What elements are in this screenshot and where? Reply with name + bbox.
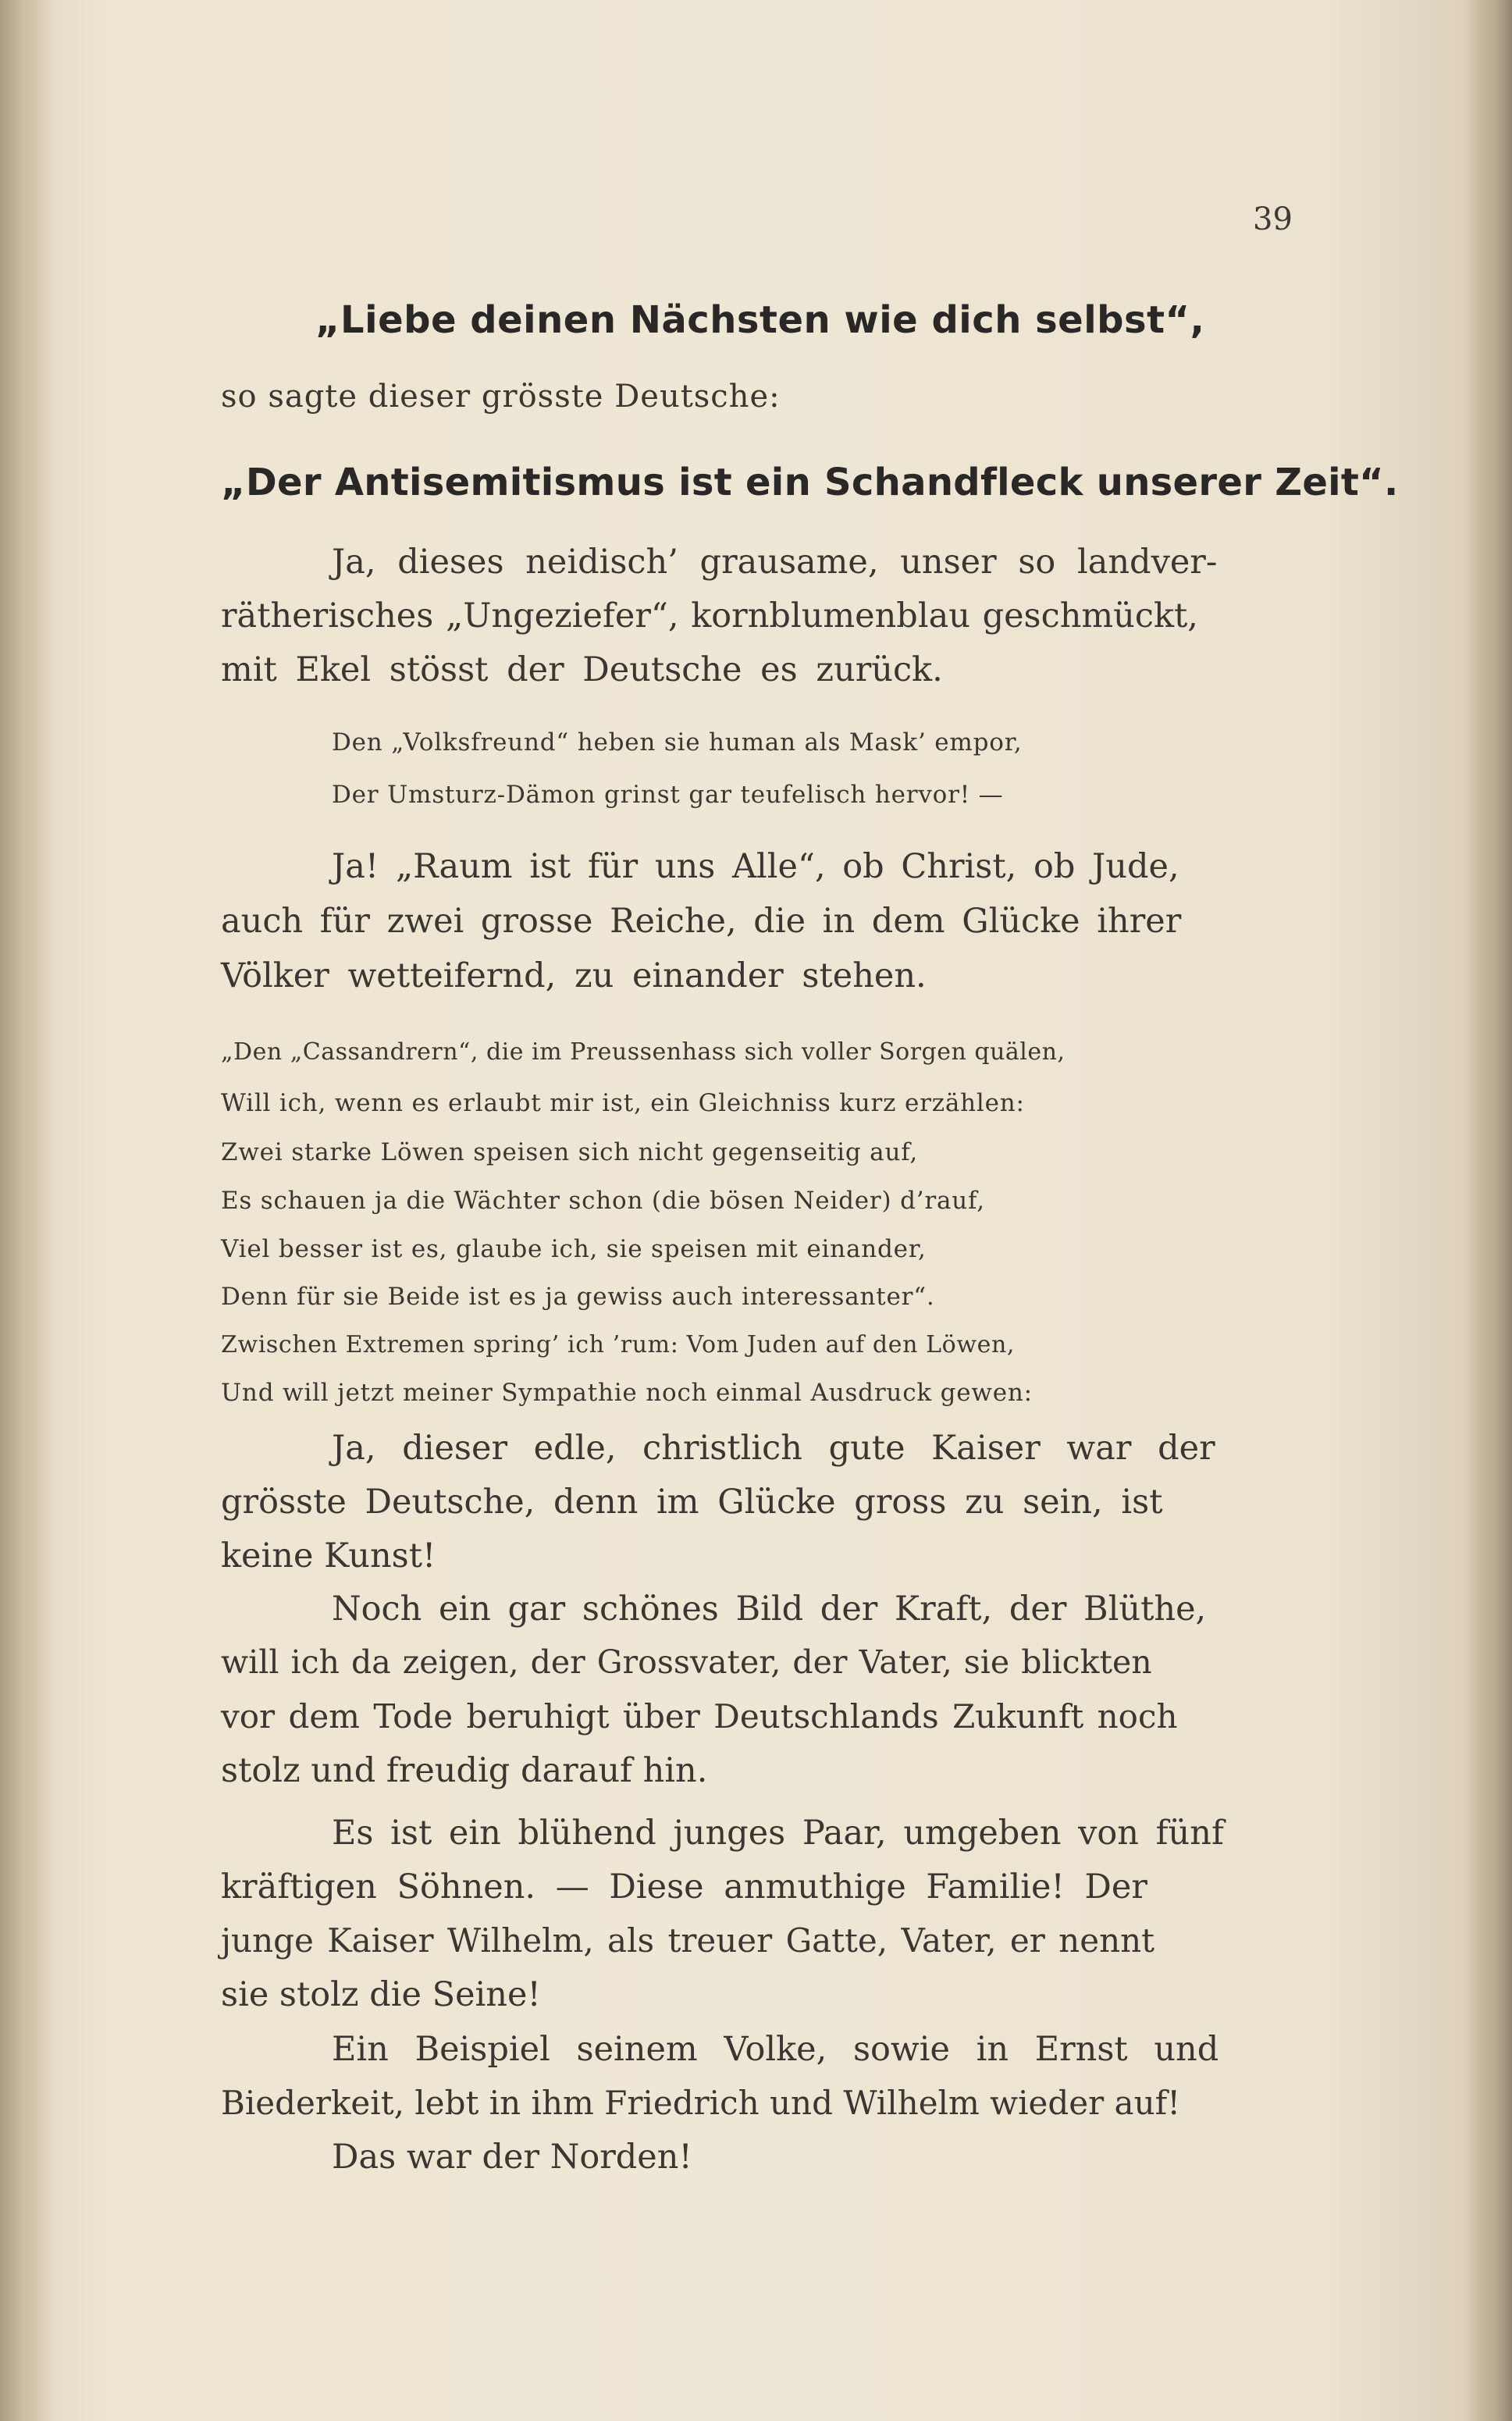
paragraph-4-line-2: will ich da zeigen, der Grossvater, der Vater, sie blickten: [221, 1643, 1152, 1681]
paragraph-6-line-3: Das war der Norden!: [332, 2138, 692, 2177]
page-binding-shadow: [0, 0, 55, 2421]
paragraph-2-line-1: Ja! „Raum ist für uns Alle“, ob Christ, ob Jude,: [332, 847, 1179, 886]
verse-2-line-6: Denn für sie Beide ist es ja gewiss auch interessanter“.: [221, 1283, 935, 1311]
page-edge-shadow: [1465, 0, 1512, 2421]
paragraph-1-line-3: mit Ekel stösst der Deutsche es zurück.: [221, 650, 943, 689]
verse-2-line-3: Zwei starke Löwen speisen sich nicht gegenseitig auf,: [221, 1138, 919, 1166]
verse-2-line-2: Will ich, wenn es erlaubt mir ist, ein Gleichniss kurz erzählen:: [221, 1089, 1025, 1117]
paragraph-4-line-4: stolz und freudig darauf hin.: [221, 1751, 708, 1790]
page-number: 39: [1253, 201, 1293, 237]
verse-2-line-5: Viel besser ist es, glaube ich, sie speisen mit einander,: [221, 1235, 927, 1263]
paragraph-1-line-1: Ja, dieses neidisch’ grausame, unser so landver-: [332, 543, 1218, 582]
paragraph-1-line-2: rätherisches „Ungeziefer“, kornblumenblau geschmückt,: [221, 596, 1198, 636]
verse-2-line-8: Und will jetzt meiner Sympathie noch einmal Ausdruck gewen:: [221, 1379, 1033, 1407]
paragraph-3-line-1: Ja, dieser edle, christlich gute Kaiser war der: [332, 1429, 1215, 1468]
paragraph-3-line-2: grösste Deutsche, denn im Glücke gross zu sein, ist: [221, 1483, 1163, 1522]
paragraph-5-line-3: junge Kaiser Wilhelm, als treuer Gatte, Vater, er nennt: [221, 1921, 1155, 1960]
paragraph-2-line-3: Völker wetteifernd, zu einander stehen.: [221, 956, 927, 995]
paragraph-5-line-2: kräftigen Söhnen. — Diese anmuthige Familie! Der: [221, 1867, 1147, 1907]
paragraph-2-line-2: auch für zwei grosse Reiche, die in dem Glücke ihrer: [221, 902, 1182, 941]
intro-line: so sagte dieser grösste Deutsche:: [221, 379, 781, 415]
verse-2-line-4: Es schauen ja die Wächter schon (die bösen Neider) d’rauf,: [221, 1187, 985, 1215]
paragraph-5-line-4: sie stolz die Seine!: [221, 1975, 541, 2014]
paragraph-6-line-1: Ein Beispiel seinem Volke, sowie in Ernst und: [332, 2030, 1219, 2069]
verse-2-line-1: „Den „Cassandrern“, die im Preussenhass sich voller Sorgen quälen,: [221, 1038, 1066, 1066]
paragraph-3-line-3: keine Kunst!: [221, 1536, 436, 1575]
paragraph-6-line-2: Biederkeit, lebt in ihm Friedrich und Wilhelm wieder auf!: [221, 2084, 1181, 2122]
heading-motto: „Liebe deinen Nächsten wie dich selbst“,: [315, 298, 1205, 342]
paragraph-4-line-1: Noch ein gar schönes Bild der Kraft, der Blüthe,: [332, 1590, 1207, 1629]
heading-quote: „Der Antisemitismus ist ein Schandfleck unserer Zeit“.: [221, 461, 1399, 504]
paragraph-5-line-1: Es ist ein blühend junges Paar, umgeben von fünf: [332, 1814, 1224, 1853]
verse-1-line-1: Den „Volksfreund“ heben sie human als Mask’ empor,: [332, 728, 1023, 757]
verse-2-line-7: Zwischen Extremen spring’ ich ’rum: Vom Juden auf den Löwen,: [221, 1331, 1016, 1358]
verse-1-line-2: Der Umsturz-Dämon grinst gar teufelisch hervor! —: [332, 781, 1004, 809]
paragraph-4-line-3: vor dem Tode beruhigt über Deutschlands Zukunft noch: [221, 1697, 1178, 1736]
